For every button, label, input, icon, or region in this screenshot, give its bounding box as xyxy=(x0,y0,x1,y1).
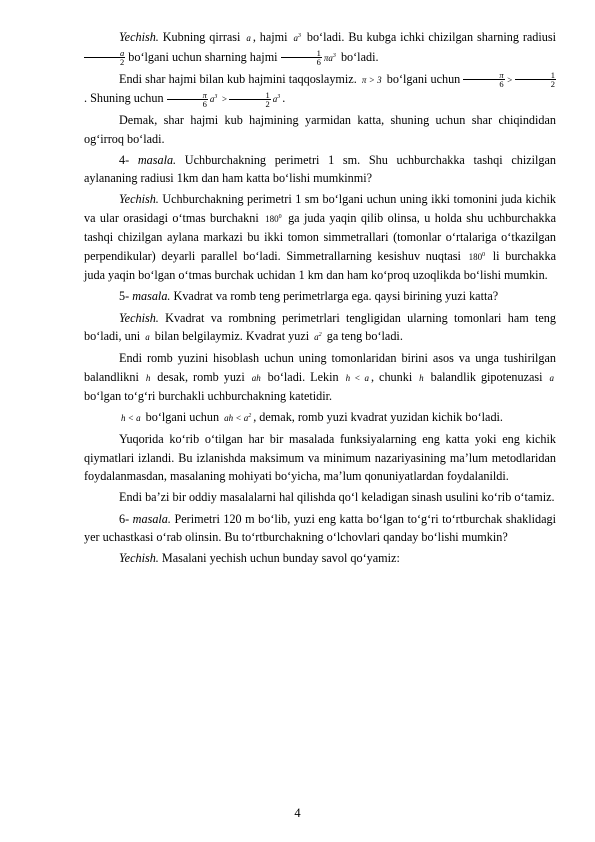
fraction-pi-over-6-b: $\frac{\pi}{6}$ xyxy=(167,91,208,108)
problem-label: masala. xyxy=(129,289,171,304)
paragraph-solution-square: Yechish. Kvadrat va rombning perimetrlari tengligidan ularning tomonlari ham teng bo‘ladi, uni a bilan belgilaymiz. Kvadrat yuzi $a^2$ ga teng bo‘ladi. xyxy=(84,310,556,344)
math-a-cubed: $a^3$ xyxy=(293,33,301,43)
paragraph-summary: Yuqorida ko‘rib o‘tilgan har bir masalada funksiyalarning eng katta yoki eng kichik qiymatlari izlandi. Bu izlanishda maksimum va minimum nazariyasining ma’lum metodlaridan foydalanmasdan, masalaning mohiyati bo‘yicha, ma’lum qonuniyatlardan foydalanildi. xyxy=(84,432,556,484)
fraction-pi-over-6: $\frac{\pi}{6}$ xyxy=(463,71,504,88)
math-pi-a-cubed: $\pi a^3$ xyxy=(323,52,336,63)
paragraph-compare-volumes: Endi shar hajmi bilan kub hajmini taqqoslaymiz. π > 3 bo‘lgani uchun $\frac{\pi}{6}$ > $\frac{1}{2}$ . Shuning uchun $\frac{\pi}{6}$ $a^3$ > $\frac{1}{2}$ $a^3$ . xyxy=(84,70,555,109)
problem-label: masala. xyxy=(129,511,171,526)
solution-label: Yechish. xyxy=(119,192,159,207)
math-a: a xyxy=(246,33,251,43)
math-180-degrees: $180^0$ xyxy=(265,213,282,224)
paragraph-rhombus-conclusion: h < a bo‘lgani uchun ah < $a^2$ , demak, romb yuzi kvadrat yuzidan kichik bo‘ladi. xyxy=(121,410,503,425)
paragraph-conclusion-sphere: Demak, shar hajmi kub hajmining yarmidan katta, shuning uchun shar chiqindidan og‘irroq bo‘ladi. xyxy=(84,113,556,146)
paragraph-solution-rectangle: Yechish. Masalani yechish uchun bunday savol qo‘yamiz: xyxy=(119,551,400,566)
fraction-a-over-2: $\frac{a}{2}$ xyxy=(84,49,125,66)
fraction-one-half: $\frac{1}{2}$ xyxy=(515,71,556,88)
page-number: 4 xyxy=(294,806,301,820)
solution-label: Yechish. xyxy=(119,30,159,44)
paragraph-problem-5: 5- masala. Kvadrat va romb teng perimetrlarga ega. qaysi birining yuzi katta? xyxy=(119,289,499,304)
paragraph-trial-method: Endi ba’zi bir oddiy masalalarni hal qilishda qo‘l keladigan sinash usulini ko‘rib o‘tamiz. xyxy=(119,490,555,505)
paragraph-solution-cube: Yechish. Kubning qirrasi a , hajmi $a^3$ bo‘ladi. Bu kubga ichki chizilgan sharning radiusi $\frac{a}{2}$ bo‘lgani uchun sharning hajmi $\frac{1}{6}$ $\pi a^3$ bo‘ladi. xyxy=(84,28,556,67)
paragraph-rhombus-area: Endi romb yuzini hisoblash uchun uning tomonlaridan birini asos va unga tushirilgan balandlikni h desak, romb yuzi ah bo‘ladi. Lekin h < a , chunki h balandlik gipotenuzasi a bo‘lgan to‘g‘ri burchakli uchburchakning katetidir. xyxy=(84,351,556,404)
solution-label: Yechish. xyxy=(119,551,159,566)
math-pi-gt-3: π > 3 xyxy=(361,74,382,85)
solution-label: Yechish. xyxy=(119,310,159,325)
paragraph-problem-6: 6- masala. Perimetri 120 m bo‘lib, yuzi eng katta bo‘lgan to‘g‘ri to‘rtburchak shaklidagi yer uchastkasi o‘rab olinsin. Bu to‘rtburchakning o‘lchovlari qanday bo‘lishi mumkin? xyxy=(84,511,556,545)
fraction-one-half-b: $\frac{1}{2}$ xyxy=(229,91,270,108)
document-body xyxy=(84,28,556,570)
paragraph-solution-triangle: Yechish. Uchburchakning perimetri 1 sm bo‘lgani uchun uning ikki tomonini juda kichik va ular orasidagi o‘tmas burchakni $180^0$ ga juda yaqin qilib olinsa, u holda shu uchburchakka tashqi chizilgan aylana markazi bu ikki tomon simmetrallari (tomonlar o‘rtalariga o‘tkazilgan perpendikular) deyarli parallel bo‘ladi. Simmetrallarning kesishuv nuqtasi $180^0$ li burchakka juda yaqin bo‘lgan o‘tmas burchak uchidan 1 km dan ham ko‘proq uzoqlikda bo‘lishi mumkin. xyxy=(84,192,556,283)
paragraph-problem-4: 4- masala. Uchburchakning perimetri 1 sm. Shu uchburchakka tashqi chizilgan aylananing radiusi 1km dan ham katta bo‘lishi mumkinmi? xyxy=(84,152,556,186)
fraction-one-sixth: $\frac{1}{6}$ xyxy=(281,49,322,66)
problem-label: masala. xyxy=(129,152,177,167)
math-180-degrees-b: $180^0$ xyxy=(468,251,486,262)
